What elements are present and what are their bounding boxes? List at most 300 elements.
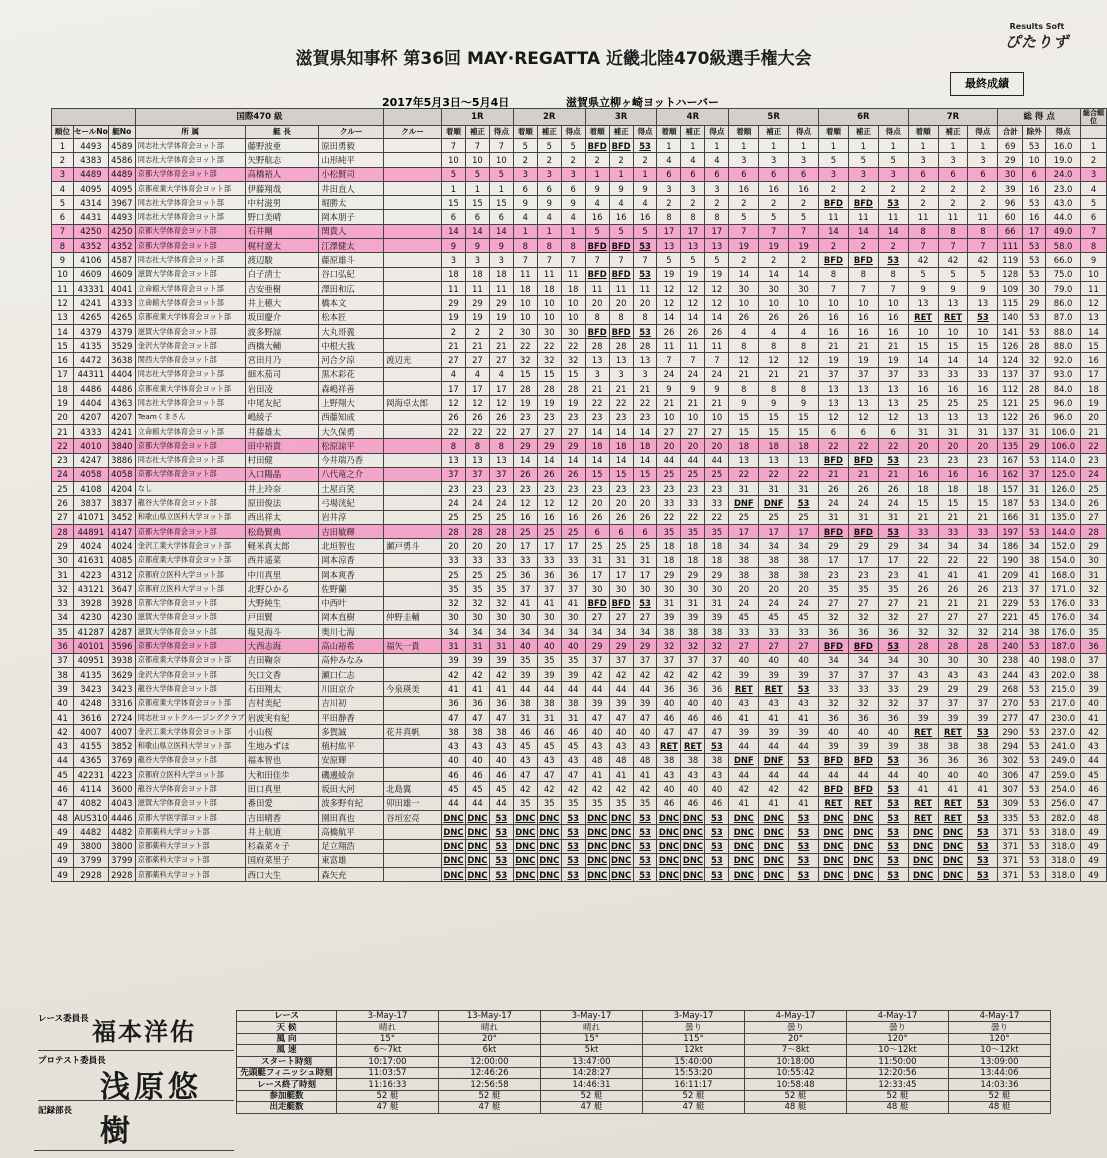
race-score-cell: 23 bbox=[609, 410, 633, 424]
hull-number-cell: 4379 bbox=[108, 324, 135, 338]
race-score-cell: DNC bbox=[818, 839, 848, 853]
result-row bbox=[52, 281, 1107, 295]
race-info-label: スタート時刻 bbox=[237, 1056, 337, 1067]
race-score-cell: RET bbox=[848, 796, 878, 810]
race-score-cell: 1 bbox=[441, 181, 465, 195]
race-score-cell: 5 bbox=[585, 224, 609, 238]
club-cell: 同志社ヨットクルージングクラブ bbox=[135, 710, 245, 724]
skipper-cell: 村田健 bbox=[245, 453, 319, 467]
crew2-cell: 福矢一貴 bbox=[384, 639, 442, 653]
race-score-cell: 29 bbox=[681, 567, 705, 581]
race-score-cell: 3 bbox=[537, 167, 561, 181]
total-cell: 307 bbox=[998, 782, 1023, 796]
race-info-cell: 15° bbox=[337, 1033, 439, 1044]
class-label: 国際470 級 bbox=[135, 109, 383, 126]
result-row bbox=[52, 210, 1107, 224]
race-score-cell: 53 bbox=[968, 839, 998, 853]
total-cell: 186 bbox=[998, 539, 1023, 553]
result-row bbox=[52, 367, 1107, 381]
race-score-cell: 30 bbox=[681, 582, 705, 596]
race-score-cell: 4 bbox=[561, 210, 585, 224]
race-info-cell: 12:00:00 bbox=[439, 1056, 541, 1067]
hull-number-cell: 4446 bbox=[108, 810, 135, 824]
crew-cell: 佐野蘭 bbox=[319, 582, 384, 596]
race-score-cell: 37 bbox=[441, 467, 465, 481]
net-points-cell: 168.0 bbox=[1046, 567, 1081, 581]
race-score-cell: 3 bbox=[908, 153, 938, 167]
race-score-cell: 18 bbox=[489, 267, 513, 281]
race-score-cell: 17 bbox=[537, 539, 561, 553]
race-score-cell: 7 bbox=[908, 239, 938, 253]
race-score-cell: 53 bbox=[789, 839, 819, 853]
race-score-cell: 28 bbox=[585, 339, 609, 353]
col-rank: 順位 bbox=[52, 126, 74, 139]
crew2-cell bbox=[384, 196, 442, 210]
race-score-cell: 19 bbox=[759, 239, 789, 253]
race-score-cell: 12 bbox=[537, 496, 561, 510]
discard-cell: 53 bbox=[1023, 782, 1046, 796]
hull-number-cell: 4609 bbox=[108, 267, 135, 281]
race-score-cell: 26 bbox=[729, 310, 759, 324]
race-score-cell: 35 bbox=[848, 582, 878, 596]
race-score-cell: 29 bbox=[657, 567, 681, 581]
race-score-cell: 22 bbox=[585, 396, 609, 410]
race-score-cell: 24 bbox=[878, 496, 908, 510]
race-info-cell: 13:47:00 bbox=[541, 1056, 643, 1067]
race-score-cell: 11 bbox=[585, 281, 609, 295]
race-info-cell: 14:03:36 bbox=[949, 1079, 1051, 1090]
race-score-cell: DNC bbox=[537, 868, 561, 882]
race-score-cell: 14 bbox=[681, 310, 705, 324]
race-score-cell: 8 bbox=[848, 267, 878, 281]
hull-number-cell: 4363 bbox=[108, 396, 135, 410]
rank-cell: 41 bbox=[52, 710, 74, 724]
race-score-cell: 37 bbox=[848, 667, 878, 681]
race-score-cell: 53 bbox=[878, 196, 908, 210]
crew-cell: 平田静香 bbox=[319, 710, 384, 724]
discard-cell: 53 bbox=[1023, 525, 1046, 539]
race-score-cell: 20 bbox=[681, 439, 705, 453]
race-score-cell: 37 bbox=[489, 467, 513, 481]
race-score-cell: 14 bbox=[585, 424, 609, 438]
race-info-cell: 20° bbox=[745, 1033, 847, 1044]
race-score-cell: 41 bbox=[759, 796, 789, 810]
result-row bbox=[52, 567, 1107, 581]
race-score-cell: 41 bbox=[465, 682, 489, 696]
race-info-cell: 曇り bbox=[745, 1022, 847, 1033]
race-score-cell: 31 bbox=[609, 553, 633, 567]
race-score-cell: 18 bbox=[759, 439, 789, 453]
hull-number-cell: 4204 bbox=[108, 482, 135, 496]
race-score-cell: 6 bbox=[878, 424, 908, 438]
total-cell: 140 bbox=[998, 310, 1023, 324]
race-score-cell: 31 bbox=[489, 639, 513, 653]
total-cell: 167 bbox=[998, 453, 1023, 467]
protest-committee-label: プロテスト委員長 bbox=[38, 1056, 106, 1066]
crew2-cell bbox=[384, 525, 442, 539]
race-score-cell: 36 bbox=[848, 710, 878, 724]
race-score-cell: 21 bbox=[878, 339, 908, 353]
race-info-cell: 晴れ bbox=[439, 1022, 541, 1033]
race-score-cell: BFD bbox=[818, 639, 848, 653]
race-score-cell: 3 bbox=[789, 153, 819, 167]
crew-cell: 大丸哥義 bbox=[319, 324, 384, 338]
results-body bbox=[52, 139, 1107, 882]
sail-number-cell: 3837 bbox=[73, 496, 108, 510]
race-score-cell: 1 bbox=[968, 139, 998, 153]
hull-number-cell: 4493 bbox=[108, 210, 135, 224]
race-score-cell: 10 bbox=[441, 153, 465, 167]
club-cell: 京都大学体育会ヨット部 bbox=[135, 239, 245, 253]
sail-number-cell: 4609 bbox=[73, 267, 108, 281]
result-row bbox=[52, 667, 1107, 681]
race-score-cell: DNC bbox=[759, 868, 789, 882]
crew-cell: 北垣智也 bbox=[319, 539, 384, 553]
col-corrected: 補正 bbox=[681, 126, 705, 139]
race-score-cell: 11 bbox=[705, 339, 729, 353]
overall-rank-cell: 3 bbox=[1081, 167, 1107, 181]
race-score-cell: RET bbox=[908, 310, 938, 324]
race-score-cell: 16 bbox=[878, 310, 908, 324]
race-score-cell: 37 bbox=[878, 667, 908, 681]
race-score-cell: 18 bbox=[657, 539, 681, 553]
overall-rank-cell: 42 bbox=[1081, 725, 1107, 739]
crew-cell: 森嶋祥善 bbox=[319, 382, 384, 396]
crew-cell: 松本匠 bbox=[319, 310, 384, 324]
race-info-cell: 115° bbox=[643, 1033, 745, 1044]
race-score-cell: 8 bbox=[537, 239, 561, 253]
race-score-cell: 13 bbox=[681, 239, 705, 253]
race-score-cell: 35 bbox=[633, 796, 657, 810]
race-score-cell: 5 bbox=[633, 224, 657, 238]
crew2-cell bbox=[384, 710, 442, 724]
race-score-cell: 15 bbox=[729, 424, 759, 438]
total-cell: 309 bbox=[998, 796, 1023, 810]
race-score-cell: 15 bbox=[585, 467, 609, 481]
skipper-cell: 大野純生 bbox=[245, 596, 319, 610]
total-cell: 371 bbox=[998, 868, 1023, 882]
net-points-cell: 176.0 bbox=[1046, 610, 1081, 624]
result-row bbox=[52, 639, 1107, 653]
race-score-cell: 23 bbox=[968, 453, 998, 467]
discard-cell: 53 bbox=[1023, 753, 1046, 767]
overall-rank-cell: 12 bbox=[1081, 296, 1107, 310]
race-score-cell: DNC bbox=[513, 810, 537, 824]
race-header: 4R bbox=[657, 109, 729, 126]
race-info-cell: 47 艇 bbox=[439, 1102, 541, 1113]
col-corrected: 補正 bbox=[465, 126, 489, 139]
race-score-cell: 41 bbox=[908, 567, 938, 581]
race-score-cell: 31 bbox=[848, 510, 878, 524]
race-score-cell: 23 bbox=[878, 567, 908, 581]
skipper-cell: 西口大生 bbox=[245, 868, 319, 882]
race-score-cell: RET bbox=[938, 810, 968, 824]
overall-rank-cell: 11 bbox=[1081, 281, 1107, 295]
overall-rank-cell: 41 bbox=[1081, 710, 1107, 724]
sail-number-cell: 40101 bbox=[73, 639, 108, 653]
total-cell: 29 bbox=[998, 153, 1023, 167]
rank-cell: 49 bbox=[52, 839, 74, 853]
net-points-cell: 318.0 bbox=[1046, 853, 1081, 867]
race-score-cell: 46 bbox=[441, 768, 465, 782]
rank-cell: 2 bbox=[52, 153, 74, 167]
race-score-cell: 28 bbox=[938, 639, 968, 653]
race-score-cell: 20 bbox=[585, 296, 609, 310]
race-score-cell: 35 bbox=[878, 582, 908, 596]
race-score-cell: 17 bbox=[561, 539, 585, 553]
sail-number-cell: 4486 bbox=[73, 382, 108, 396]
net-points-cell: 215.0 bbox=[1046, 682, 1081, 696]
race-score-cell: 35 bbox=[537, 796, 561, 810]
sail-number-cell: 4379 bbox=[73, 324, 108, 338]
rank-cell: 46 bbox=[52, 782, 74, 796]
hull-number-cell: 3886 bbox=[108, 453, 135, 467]
skipper-cell: 波多野諒 bbox=[245, 324, 319, 338]
race-score-cell: 34 bbox=[633, 625, 657, 639]
club-cell: 同志社大学体育会ヨット部 bbox=[135, 153, 245, 167]
col-finish: 着順 bbox=[513, 126, 537, 139]
race-score-cell: 18 bbox=[681, 553, 705, 567]
race-score-cell: 44 bbox=[633, 682, 657, 696]
race-score-cell: 20 bbox=[657, 439, 681, 453]
crew2-cell bbox=[384, 667, 442, 681]
race-score-cell: 21 bbox=[848, 467, 878, 481]
race-score-cell: DNC bbox=[759, 839, 789, 853]
club-cell: 京都産業大学体育会ヨット部 bbox=[135, 553, 245, 567]
race-score-cell: 20 bbox=[441, 539, 465, 553]
race-score-cell: 8 bbox=[878, 267, 908, 281]
race-score-cell: 21 bbox=[938, 596, 968, 610]
hull-number-cell: 4287 bbox=[108, 625, 135, 639]
race-score-cell: 53 bbox=[878, 453, 908, 467]
crew2-cell bbox=[384, 768, 442, 782]
race-score-cell: 43 bbox=[441, 739, 465, 753]
hull-number-cell: 4147 bbox=[108, 525, 135, 539]
race-score-cell: 5 bbox=[513, 139, 537, 153]
race-score-cell: 7 bbox=[585, 253, 609, 267]
race-score-cell: 20 bbox=[789, 582, 819, 596]
sail-number-cell: 4247 bbox=[73, 453, 108, 467]
race-score-cell: 26 bbox=[789, 310, 819, 324]
race-score-cell: 1 bbox=[561, 224, 585, 238]
race-score-cell: 40 bbox=[681, 696, 705, 710]
race-score-cell: 21 bbox=[818, 467, 848, 481]
overall-rank-cell: 4 bbox=[1081, 181, 1107, 195]
race-score-cell: 2 bbox=[513, 153, 537, 167]
race-score-cell: 43 bbox=[537, 753, 561, 767]
net-points-cell: 187.0 bbox=[1046, 639, 1081, 653]
race-score-cell: 13 bbox=[789, 453, 819, 467]
race-score-cell: 14 bbox=[537, 453, 561, 467]
race-score-cell: 34 bbox=[908, 539, 938, 553]
crew2-cell bbox=[384, 596, 442, 610]
race-score-cell: 20 bbox=[759, 582, 789, 596]
crew2-cell bbox=[384, 239, 442, 253]
race-score-cell: 32 bbox=[848, 610, 878, 624]
race-score-cell: 8 bbox=[609, 310, 633, 324]
race-info-label: レース終了時刻 bbox=[237, 1079, 337, 1090]
race-score-cell: 6 bbox=[938, 167, 968, 181]
col-net: 得点 bbox=[1046, 126, 1081, 139]
race-score-cell: 34 bbox=[848, 653, 878, 667]
race-score-cell: 16 bbox=[848, 324, 878, 338]
crew2-cell: 谷垣宏亮 bbox=[384, 810, 442, 824]
race-score-cell: 1 bbox=[585, 167, 609, 181]
race-score-cell: 31 bbox=[585, 553, 609, 567]
race-score-cell: 27 bbox=[681, 424, 705, 438]
race-score-cell: 37 bbox=[561, 582, 585, 596]
result-row bbox=[52, 396, 1107, 410]
race-score-cell: 25 bbox=[789, 510, 819, 524]
discard-cell: 16 bbox=[1023, 210, 1046, 224]
race-info-row bbox=[237, 1102, 1051, 1113]
race-score-cell: 46 bbox=[561, 725, 585, 739]
race-score-cell: 25 bbox=[968, 396, 998, 410]
discard-cell: 53 bbox=[1023, 196, 1046, 210]
result-row bbox=[52, 496, 1107, 510]
race-score-cell: 6 bbox=[848, 424, 878, 438]
race-score-cell: 42 bbox=[968, 253, 998, 267]
overall-rank-cell: 33 bbox=[1081, 596, 1107, 610]
race-score-cell: 2 bbox=[537, 153, 561, 167]
race-score-cell: BFD bbox=[585, 596, 609, 610]
col-points: 得点 bbox=[789, 126, 819, 139]
overall-rank-cell: 13 bbox=[1081, 310, 1107, 324]
skipper-cell: 梶村遼太 bbox=[245, 239, 319, 253]
race-score-cell: 53 bbox=[633, 596, 657, 610]
club-cell: 京都大学医学部ヨット部 bbox=[135, 810, 245, 824]
race-score-cell: 39 bbox=[657, 610, 681, 624]
race-score-cell: 41 bbox=[729, 710, 759, 724]
net-points-cell: 49.0 bbox=[1046, 224, 1081, 238]
result-row bbox=[52, 224, 1107, 238]
race-score-cell: 8 bbox=[729, 382, 759, 396]
race-score-cell: 48 bbox=[585, 753, 609, 767]
race-score-cell: 38 bbox=[705, 625, 729, 639]
race-score-cell: 53 bbox=[878, 782, 908, 796]
race-score-cell: 14 bbox=[818, 224, 848, 238]
race-score-cell: 39 bbox=[705, 610, 729, 624]
hull-number-cell: 3800 bbox=[108, 839, 135, 853]
race-score-cell: 10 bbox=[818, 296, 848, 310]
skipper-cell: 伊藤翔哉 bbox=[245, 181, 319, 195]
race-score-cell: 3 bbox=[818, 167, 848, 181]
race-score-cell: 10 bbox=[657, 410, 681, 424]
race-score-cell: 6 bbox=[513, 181, 537, 195]
race-score-cell: 38 bbox=[441, 725, 465, 739]
race-score-cell: 21 bbox=[968, 596, 998, 610]
col-hull: 艇No bbox=[108, 126, 135, 139]
race-score-cell: 44 bbox=[818, 768, 848, 782]
race-score-cell: 24 bbox=[441, 496, 465, 510]
race-info-cell: 48 艇 bbox=[949, 1102, 1051, 1113]
race-score-cell: 42 bbox=[537, 782, 561, 796]
total-cell: 270 bbox=[998, 696, 1023, 710]
race-score-cell: 10 bbox=[513, 310, 537, 324]
crew2-cell bbox=[384, 339, 442, 353]
race-score-cell: 45 bbox=[759, 610, 789, 624]
race-score-cell: 36 bbox=[968, 753, 998, 767]
race-score-cell: 2 bbox=[848, 181, 878, 195]
race-score-cell: 39 bbox=[729, 667, 759, 681]
race-score-cell: 1 bbox=[818, 139, 848, 153]
hull-number-cell: 4250 bbox=[108, 224, 135, 238]
race-score-cell: BFD bbox=[585, 324, 609, 338]
crew-cell: 奥川七海 bbox=[319, 625, 384, 639]
race-score-cell: 53 bbox=[633, 839, 657, 853]
crew2-cell bbox=[384, 825, 442, 839]
race-score-cell: 21 bbox=[848, 339, 878, 353]
result-row bbox=[52, 653, 1107, 667]
race-score-cell: 17 bbox=[465, 382, 489, 396]
race-score-cell: 11 bbox=[537, 267, 561, 281]
race-score-cell: 27 bbox=[938, 610, 968, 624]
race-score-cell: BFD bbox=[609, 267, 633, 281]
race-score-cell: 5 bbox=[657, 253, 681, 267]
skipper-cell: 中尾友紀 bbox=[245, 396, 319, 410]
crew-cell: 関貴人 bbox=[319, 224, 384, 238]
race-score-cell: 34 bbox=[789, 539, 819, 553]
crew2-cell bbox=[384, 653, 442, 667]
crew2-cell bbox=[384, 224, 442, 238]
race-score-cell: 27 bbox=[585, 610, 609, 624]
race-score-cell: 8 bbox=[561, 239, 585, 253]
race-info-cell: 47 艇 bbox=[541, 1102, 643, 1113]
race-score-cell: 27 bbox=[609, 610, 633, 624]
race-score-cell: 29 bbox=[908, 682, 938, 696]
hull-number-cell: 4352 bbox=[108, 239, 135, 253]
race-score-cell: 43 bbox=[729, 696, 759, 710]
race-score-cell: 37 bbox=[657, 653, 681, 667]
race-score-cell: 18 bbox=[561, 281, 585, 295]
race-score-cell: 39 bbox=[759, 667, 789, 681]
race-score-cell: 24 bbox=[729, 596, 759, 610]
race-score-cell: 12 bbox=[489, 396, 513, 410]
race-score-cell: 5 bbox=[818, 153, 848, 167]
race-score-cell: DNC bbox=[908, 825, 938, 839]
discard-cell: 53 bbox=[1023, 839, 1046, 853]
race-score-cell: 39 bbox=[789, 667, 819, 681]
crew2-cell: 瀬戸勇斗 bbox=[384, 539, 442, 553]
rank-cell: 38 bbox=[52, 667, 74, 681]
race-score-cell: 7 bbox=[705, 353, 729, 367]
race-score-cell: DNC bbox=[609, 839, 633, 853]
crew2-cell: 仲野圭輔 bbox=[384, 610, 442, 624]
race-info-cell: 13:44:06 bbox=[949, 1067, 1051, 1078]
race-score-cell: 22 bbox=[513, 339, 537, 353]
race-score-cell: 3 bbox=[489, 253, 513, 267]
race-score-cell: 20 bbox=[938, 439, 968, 453]
race-score-cell: 25 bbox=[729, 510, 759, 524]
race-score-cell: 25 bbox=[759, 510, 789, 524]
race-score-cell: BFD bbox=[818, 253, 848, 267]
net-points-cell: 318.0 bbox=[1046, 839, 1081, 853]
race-score-cell: 1 bbox=[513, 224, 537, 238]
race-score-cell: 17 bbox=[489, 382, 513, 396]
race-score-cell: 39 bbox=[489, 653, 513, 667]
race-score-cell: 40 bbox=[818, 725, 848, 739]
race-score-cell: 47 bbox=[513, 768, 537, 782]
discard-cell: 53 bbox=[1023, 239, 1046, 253]
crew2-cell: 卯田雄一 bbox=[384, 796, 442, 810]
race-score-cell: 36 bbox=[537, 567, 561, 581]
net-points-cell: 217.0 bbox=[1046, 696, 1081, 710]
skipper-cell: 石田翔太 bbox=[245, 682, 319, 696]
race-score-cell: 37 bbox=[878, 367, 908, 381]
hull-number-cell: 4241 bbox=[108, 424, 135, 438]
race-score-cell: 30 bbox=[729, 281, 759, 295]
result-row bbox=[52, 353, 1107, 367]
